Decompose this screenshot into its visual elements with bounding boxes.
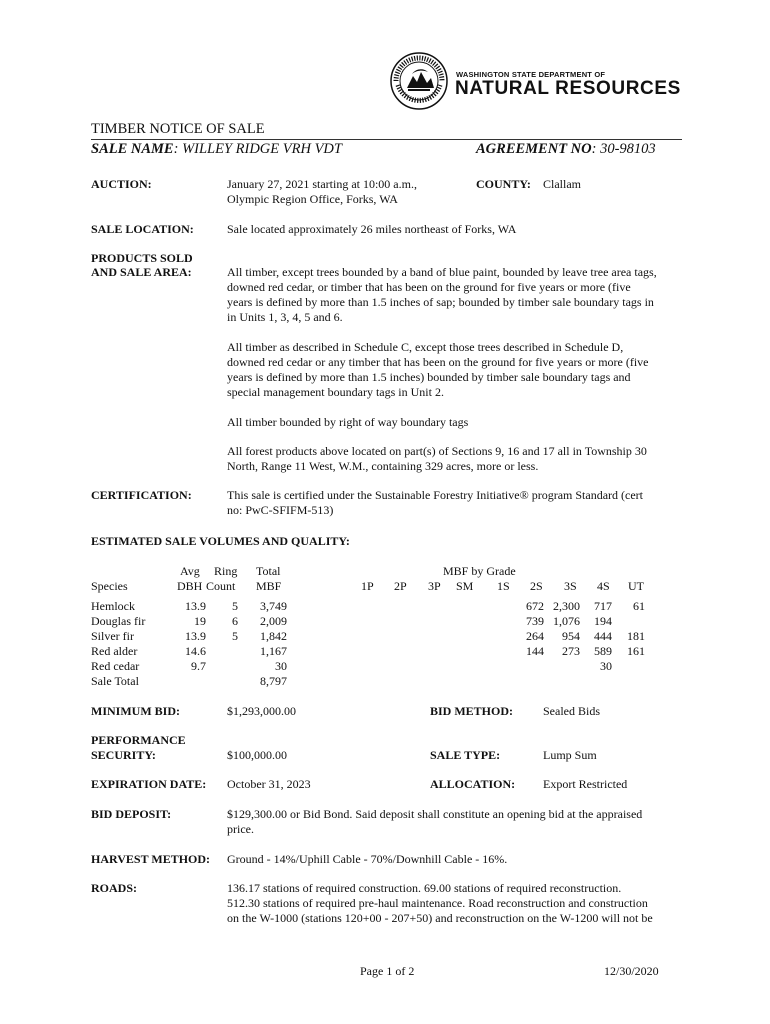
cell-total-mbf: 3,749 <box>260 599 287 613</box>
certification-label: CERTIFICATION: <box>91 488 192 502</box>
cell-grade-ut: 181 <box>627 629 645 643</box>
expiration-value: October 31, 2023 <box>227 777 311 791</box>
sale-type-value: Lump Sum <box>543 748 597 762</box>
agreement-number: AGREEMENT NO: 30-98103 <box>476 141 656 157</box>
cell-grade-ut: 161 <box>627 644 645 658</box>
bid-method-label: BID METHOD: <box>430 704 514 718</box>
header-mbf: MBF <box>256 579 282 593</box>
header-grade-3p: 3P <box>428 579 441 593</box>
sale-name: SALE NAME: WILLEY RIDGE VRH VDT <box>91 141 342 157</box>
dnr-seal-logo <box>390 52 448 110</box>
cell-count: 6 <box>232 614 238 628</box>
auction-label: AUCTION: <box>91 177 152 191</box>
header-ring: Ring <box>214 564 238 578</box>
products-label-1: PRODUCTS SOLD <box>91 251 193 265</box>
cell-grade-3s: 1,076 <box>553 614 580 628</box>
header-dbh: DBH <box>177 579 203 593</box>
document-title: TIMBER NOTICE OF SALE <box>91 121 265 137</box>
performance-label-1: PERFORMANCE <box>91 733 186 747</box>
county-value: Clallam <box>543 177 581 191</box>
products-paragraph-2: All timber as described in Schedule C, except those trees described in Schedule D, downed red cedar or any timber that has been on the ground for five years or more (five years is defined by more than 1.5 inches) bounded by timber sale boundary tags and special management boundary tags in Unit 2. <box>227 340 649 399</box>
cell-grade-4s: 30 <box>600 659 612 673</box>
bid-deposit-label: BID DEPOSIT: <box>91 807 172 821</box>
harvest-method-label: HARVEST METHOD: <box>91 852 211 866</box>
header-grade-sm: SM <box>456 579 474 593</box>
cell-dbh: 14.6 <box>185 644 206 658</box>
cell-grade-3s: 954 <box>562 629 580 643</box>
logo-line-1: WASHINGTON STATE DEPARTMENT OF <box>456 70 606 79</box>
cell-grade-4s: 717 <box>594 599 612 613</box>
sale-type-label: SALE TYPE: <box>430 748 501 762</box>
bid-method-value: Sealed Bids <box>543 704 600 718</box>
roads-text: 136.17 stations of required construction. 69.00 stations of required reconstruction. 512.30 stations of required pre-haul maintenance. Road reconstruction and construction on the W-1000 (stations 120+00 - 207+50) and reconstruction on the W-1200 will not be <box>227 881 653 925</box>
products-paragraph-3: All timber bounded by right of way boundary tags <box>227 415 469 429</box>
cell-species: Red cedar <box>91 659 140 673</box>
cell-grade-4s: 444 <box>594 629 612 643</box>
cell-dbh: 19 <box>194 614 206 628</box>
footer-date: 12/30/2020 <box>604 964 659 978</box>
cell-species: Silver fir <box>91 629 134 643</box>
header-grade-2s: 2S <box>530 579 543 593</box>
cell-total-mbf: 30 <box>275 659 287 673</box>
header-grade-1s: 1S <box>497 579 510 593</box>
logo-line-2: NATURAL RESOURCES <box>455 78 681 99</box>
cell-total-mbf: 1,842 <box>260 629 287 643</box>
cell-grade-3s: 2,300 <box>553 599 580 613</box>
cell-grade-ut: 61 <box>633 599 645 613</box>
header-avg: Avg <box>180 564 200 578</box>
bid-deposit-text: $129,300.00 or Bid Bond. Said deposit shall constitute an opening bid at the appraised price. <box>227 807 643 836</box>
cell-grade-3s: 273 <box>562 644 580 658</box>
cell-grade-2s: 672 <box>526 599 544 613</box>
min-bid-value: $1,293,000.00 <box>227 704 296 718</box>
header-grade-2p: 2P <box>394 579 407 593</box>
cell-grade-2s: 264 <box>526 629 544 643</box>
county-label: COUNTY: <box>476 177 531 191</box>
cell-count: 5 <box>232 629 238 643</box>
cell-grade-2s: 144 <box>526 644 544 658</box>
cell-species: Sale Total <box>91 674 139 688</box>
cell-total-mbf: 1,167 <box>260 644 287 658</box>
header-grade-3s: 3S <box>564 579 577 593</box>
cell-grade-4s: 194 <box>594 614 612 628</box>
cell-species: Douglas fir <box>91 614 146 628</box>
performance-label-2: SECURITY: <box>91 748 156 762</box>
performance-value: $100,000.00 <box>227 748 287 762</box>
cell-dbh: 9.7 <box>191 659 206 673</box>
harvest-method-value: Ground - 14%/Uphill Cable - 70%/Downhill Cable - 16%. <box>227 852 508 866</box>
roads-label: ROADS: <box>91 881 138 895</box>
cell-species: Red alder <box>91 644 138 658</box>
page-number: Page 1 of 2 <box>360 964 415 978</box>
cell-total-mbf: 2,009 <box>260 614 287 628</box>
header-count: Count <box>206 579 236 593</box>
sale-location-label: SALE LOCATION: <box>91 222 194 236</box>
products-paragraph-1: All timber, except trees bounded by a band of blue paint, bounded by leave tree area tags, downed red cedar, or timber that has been on the ground for five years or more (five years is defined by more than 1.5 inches of sap; bounded by timber sale boundary tags in in Units 1, 3, 4, 5 and 6. <box>227 265 657 324</box>
products-label-2: AND SALE AREA: <box>91 265 192 279</box>
cell-count: 5 <box>232 599 238 613</box>
cell-grade-4s: 589 <box>594 644 612 658</box>
cell-species: Hemlock <box>91 599 135 613</box>
sale-location-value: Sale located approximately 26 miles northeast of Forks, WA <box>227 222 517 236</box>
cell-dbh: 13.9 <box>185 599 206 613</box>
certification-text: This sale is certified under the Sustainable Forestry Initiative® program Standard (cert no: PwC-SFIFM-513) <box>227 488 643 517</box>
min-bid-label: MINIMUM BID: <box>91 704 180 718</box>
header-total: Total <box>256 564 281 578</box>
cell-grade-2s: 739 <box>526 614 544 628</box>
cell-total-mbf: 8,797 <box>260 674 287 688</box>
title-rule <box>91 139 682 140</box>
expiration-label: EXPIRATION DATE: <box>91 777 207 791</box>
products-paragraph-4: All forest products above located on part(s) of Sections 9, 16 and 17 all in Township 30 North, Range 11 West, W.M., containing 329 acres, more or less. <box>227 444 647 473</box>
allocation-label: ALLOCATION: <box>430 777 516 791</box>
cell-dbh: 13.9 <box>185 629 206 643</box>
header-mbf-by-grade: MBF by Grade <box>443 564 516 578</box>
volumes-heading: ESTIMATED SALE VOLUMES AND QUALITY: <box>91 534 350 548</box>
header-grade-4s: 4S <box>597 579 610 593</box>
auction-line-1: January 27, 2021 starting at 10:00 a.m., <box>227 177 417 191</box>
auction-line-2: Olympic Region Office, Forks, WA <box>227 192 398 206</box>
header-species: Species <box>91 579 128 593</box>
allocation-value: Export Restricted <box>543 777 628 791</box>
header-grade-ut: UT <box>628 579 644 593</box>
header-grade-1p: 1P <box>361 579 374 593</box>
